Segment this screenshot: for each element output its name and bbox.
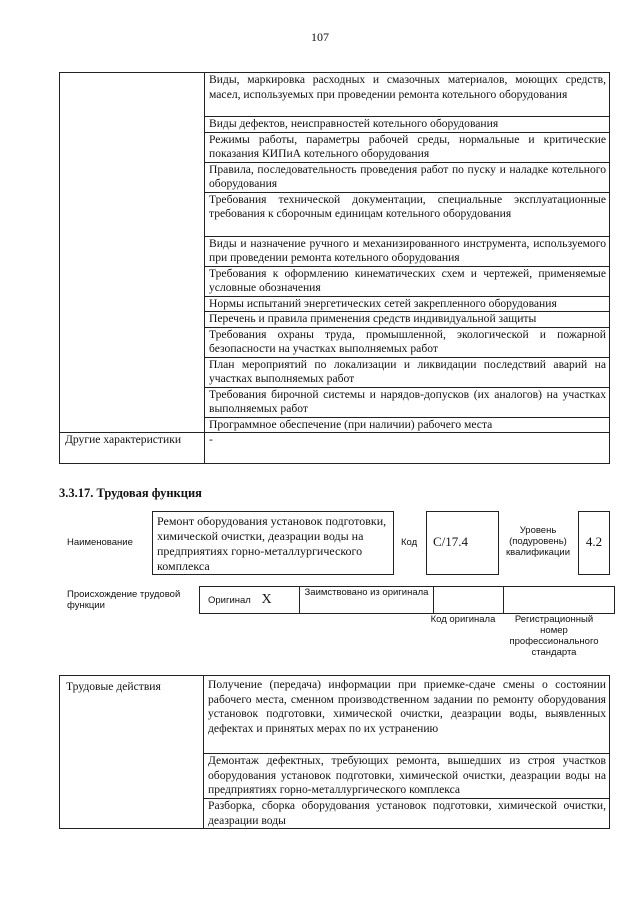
knowledge-item: Нормы испытаний энергетических сетей закрепленного оборудования [205,296,610,312]
original-label: Оригинал [208,595,251,606]
labor-action-item: Демонтаж дефектных, требующих ремонта, вышедших из строя участков оборудования установок подготовки, химической очистки, деазрации воды на предприятиях горно-металлургического комплекса [204,754,610,799]
labor-actions-label: Трудовые действия [60,676,204,829]
origin-label: Происхождение трудовой функции [67,589,181,611]
registration-number-caption: Регистрационный номер профессионального стандарта [509,614,599,658]
knowledge-label-cell [60,73,205,433]
table-row [60,433,610,464]
knowledge-item: Перечень и правила применения средств индивидуальной защиты [205,312,610,328]
knowledge-item: Виды, маркировка расходных и смазочных материалов, моющих средств, масел, используемых при проведении ремонта котельного оборудования [205,73,610,117]
knowledge-item: Виды и назначение ручного и механизированного инструмента, используемого при проведении ремонта котельного оборудования [205,236,610,266]
borrowed-label: Заимствовано из оригинала [300,587,434,614]
table-row [60,73,610,117]
labor-actions-table [59,675,610,829]
knowledge-item: План мероприятий по локализации и ликвидации последствий аварий на участках выполняемых работ [205,357,610,387]
code-box: C/17.4 [426,511,499,575]
level-label: Уровень (подуровень) квалификации [505,525,571,558]
knowledge-item: Требования охраны труда, промышленной, экологической и пожарной безопасности на участках выполняемых работ [205,327,610,357]
code-original-cell [434,587,504,614]
registration-number-cell [504,587,615,614]
other-characteristics-label: Другие характеристики [60,433,205,464]
labor-action-item: Получение (передача) информации при приемке-сдаче смены о состоянии рабочего места, сменном производственном задании по ремонту оборудования установок подготовки, химической очистки, деазрации воды, выявленных дефектах и принятых мерах по их устранению [204,676,610,754]
labor-action-item: Разборка, сборка оборудования установок подготовки, химической очистки, деазрации воды [204,799,610,829]
code-label: Код [401,537,418,548]
knowledge-item: Требования бирочной системы и нарядов-допусков (их аналогов) на участках выполняемых работ [205,387,610,417]
code-original-caption: Код оригинала [430,614,496,625]
table-row [200,587,615,614]
knowledge-item: Требования к оформлению кинематических схем и чертежей, применяемые условные обозначения [205,266,610,296]
knowledge-item: Требования технической документации, специальные эксплуатационные требования к сборочным единицам котельного оборудования [205,192,610,236]
knowledge-item: Программное обеспечение (при наличии) рабочего места [205,417,610,433]
section-title: 3.3.17. Трудовая функция [59,486,202,500]
name-label: Наименование [67,537,133,548]
original-cell [200,587,300,614]
origin-table [199,586,615,614]
function-name-box: Ремонт оборудования установок подготовки, химической очистки, деазрации воды на предприятиях горно-металлургического комплекса [152,511,394,575]
page-number: 107 [311,30,329,44]
knowledge-item: Режимы работы, параметры рабочей среды, нормальные и критические показания КИПиА котельного оборудования [205,132,610,162]
level-box: 4.2 [578,511,610,575]
knowledge-item: Правила, последовательность проведения работ по пуску и наладке котельного оборудования [205,162,610,192]
original-mark: X [261,592,272,607]
knowledge-table [59,72,610,464]
table-row [60,676,610,754]
knowledge-item: Виды дефектов, неисправностей котельного оборудования [205,117,610,133]
other-characteristics-value: - [205,433,610,464]
